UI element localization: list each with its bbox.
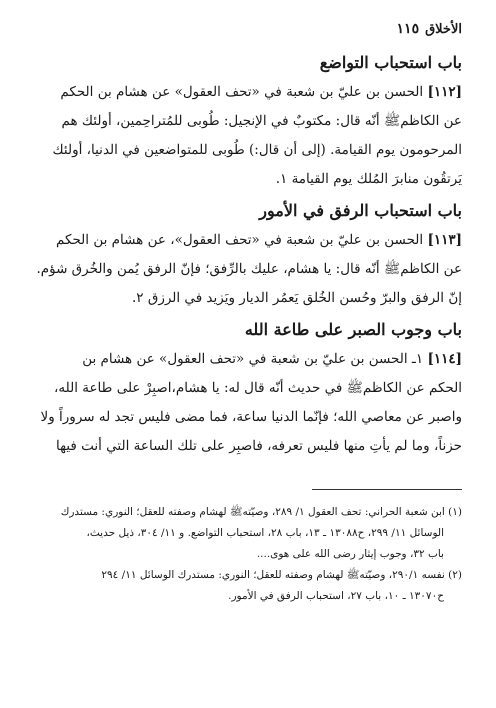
section-title-humility: باب استحباب التواضع — [319, 53, 462, 72]
header-title: الأخلاق — [425, 21, 462, 37]
line-text: الحسن بن عليّ بن شعبة في «تحف العقول» عن هشام بن الحكم — [60, 84, 424, 100]
line-text: ١ـ الحسن بن عليّ بن شعبة في «تحف العقول» عن هشام بن — [82, 351, 424, 367]
footnote-line: الوسائل ١١/ ٢٩٩، ح١٣٠٨٨ ـ ١٣، باب ٢٨، استحباب التواضع. و ١١/ ٣٠٤، ذيل حديث، — [86, 527, 444, 539]
footnote-2 — [34, 565, 462, 607]
paragraph-line: واصبر عن معاصي الله؛ فإنّما الدنيا ساعة، فما مضى فليس تجد له سروراً ولا — [40, 409, 462, 425]
footnote-line: (٢) نفسه ٢٩٠/١، وصيّتهﷺ لهشام وصفته للعقل؛ النوري: مستدرك الوسائل ١١/ ٢٩٤ — [101, 569, 462, 581]
hadith-number: [١١٢] — [427, 84, 462, 100]
line-text: الحسن بن عليّ بن شعبة في «تحف العقول»، عن هشام بن الحكم — [56, 232, 424, 248]
hadith-paragraph-112 — [34, 78, 462, 194]
paragraph-line: عن الكاظمﷺ أنّه قال: يا هشام، عليك بالرِّفق؛ فإنّ الرفق يُمن والخُرق شؤم. — [36, 261, 462, 277]
hadith-number: [١١٣] — [427, 232, 462, 248]
footnote-1 — [34, 502, 462, 565]
section-title-patience: باب وجوب الصبر على طاعة الله — [244, 320, 462, 339]
hadith-paragraph-113 — [34, 226, 462, 313]
book-page — [34, 14, 462, 708]
running-header — [34, 14, 462, 44]
paragraph-line: المرحومون يوم القيامة. (إلى أن قال:) طُوبى للمتواضعين في الدنيا، أولئك — [52, 142, 462, 158]
section-title-gentleness: باب استحباب الرفق في الأمور — [259, 201, 462, 220]
footnote-line: ح١٣٠٧٠ ـ ١٠، باب ٢٧، استحباب الرفق في الأمور. — [228, 590, 444, 602]
hadith-paragraph-114 — [34, 345, 462, 461]
paragraph-line: عن الكاظمﷺ أنّه قال: مكتوبٌ في الإنجيل: طُوبى للمُتراحِمين، أولئك هم — [61, 113, 462, 129]
paragraph-line: إنّ الرفق والبرّ وحُسن الخُلق يَعمُر الديار ويَزيد في الرزق ٢. — [131, 290, 462, 306]
paragraph-line: الحكم عن الكاظمﷺ في حديث أنّه قال له: يا هشام،اصبِرْ على طاعة الله، — [54, 380, 462, 396]
hadith-number: [١١٤] — [427, 351, 462, 367]
paragraph-line — [34, 78, 462, 107]
footnote-line: (١) ابن شعبة الحراني: تحف العقول ١/ ٢٨٩، وصيّتهﷺ لهشام وصفته للعقل؛ النوري: مستدرك — [60, 506, 462, 518]
paragraph-line — [34, 345, 462, 374]
page-number: ١١٥ — [396, 21, 420, 37]
footnotes — [34, 502, 462, 607]
paragraph-line: يَرتقُون منابرَ المُلك يوم القيامة ١. — [275, 171, 462, 187]
footnote-line: باب ٣٢، وجوب إيثار رضى الله على هوى.... — [256, 548, 444, 560]
footnote-separator — [312, 489, 462, 490]
paragraph-line: حزناً، وما لم يأتِ منها فليس تعرفه، فاصبِر على تلك الساعة التي أنت فيها — [55, 438, 462, 454]
paragraph-line — [34, 226, 462, 255]
